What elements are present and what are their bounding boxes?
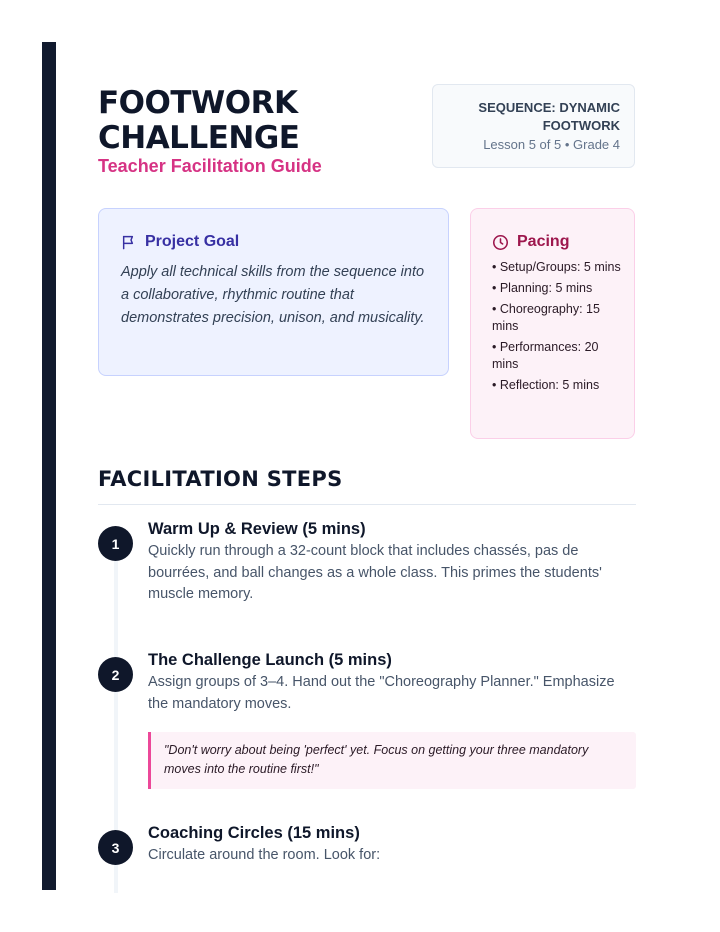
step-number-badge: 2 xyxy=(98,657,133,692)
flag-icon xyxy=(121,234,137,250)
pacing-card xyxy=(470,208,635,439)
section-divider xyxy=(98,504,636,505)
step-title: Warm Up & Review (5 mins) xyxy=(148,520,366,538)
step-number-badge: 3 xyxy=(98,830,133,865)
step-description: Circulate around the room. Look for: xyxy=(148,847,381,863)
page-title xyxy=(98,86,299,156)
step-title: Coaching Circles (15 mins) xyxy=(148,824,360,842)
pacing-item: • Setup/Groups: 5 mins xyxy=(492,260,621,274)
step-number-badge: 1 xyxy=(98,526,133,561)
title-line-1: FOOTWORK xyxy=(98,85,298,121)
project-goal-header xyxy=(121,233,426,251)
pacing-heading: Pacing xyxy=(517,233,570,250)
pacing-item: • Performances: 20 mins xyxy=(492,340,599,371)
sequence-title: SEQUENCE: DYNAMIC FOOTWORK xyxy=(478,100,620,133)
pacing-item: • Planning: 5 mins xyxy=(492,281,593,295)
clock-icon xyxy=(492,234,509,251)
page-subtitle: Teacher Facilitation Guide xyxy=(98,156,322,176)
step-description: Quickly run through a 32-count block that includes chassés, pas de bourrées, and ball changes as a whole class. This primes the students' muscle memory. xyxy=(148,543,602,602)
step-content xyxy=(148,649,636,789)
project-goal-heading: Project Goal xyxy=(145,233,240,250)
pacing-list xyxy=(492,259,624,394)
step-title: The Challenge Launch (5 mins) xyxy=(148,651,392,669)
sequence-info-box xyxy=(432,84,635,168)
facilitation-steps-heading: FACILITATION STEPS xyxy=(98,467,343,491)
teacher-tip-quote: "Don't worry about being 'perfect' yet. Focus on getting your three mandatory moves into the routine first!" xyxy=(148,732,636,789)
pacing-item: • Choreography: 15 mins xyxy=(492,302,600,333)
step-content xyxy=(148,518,636,606)
step-description: Assign groups of 3–4. Hand out the "Choreography Planner." Emphasize the mandatory moves. xyxy=(148,674,615,712)
step-content xyxy=(148,822,636,867)
project-goal-card xyxy=(98,208,449,376)
pacing-header xyxy=(492,233,624,251)
left-accent-bar xyxy=(42,42,56,890)
project-goal-text: Apply all technical skills from the sequence into a collaborative, rhythmic routine that demonstrates precision, unison, and musicality. xyxy=(121,264,425,326)
title-line-2: CHALLENGE xyxy=(98,120,300,156)
sequence-lesson-info: Lesson 5 of 5 • Grade 4 xyxy=(483,137,620,152)
pacing-item: • Reflection: 5 mins xyxy=(492,378,600,392)
